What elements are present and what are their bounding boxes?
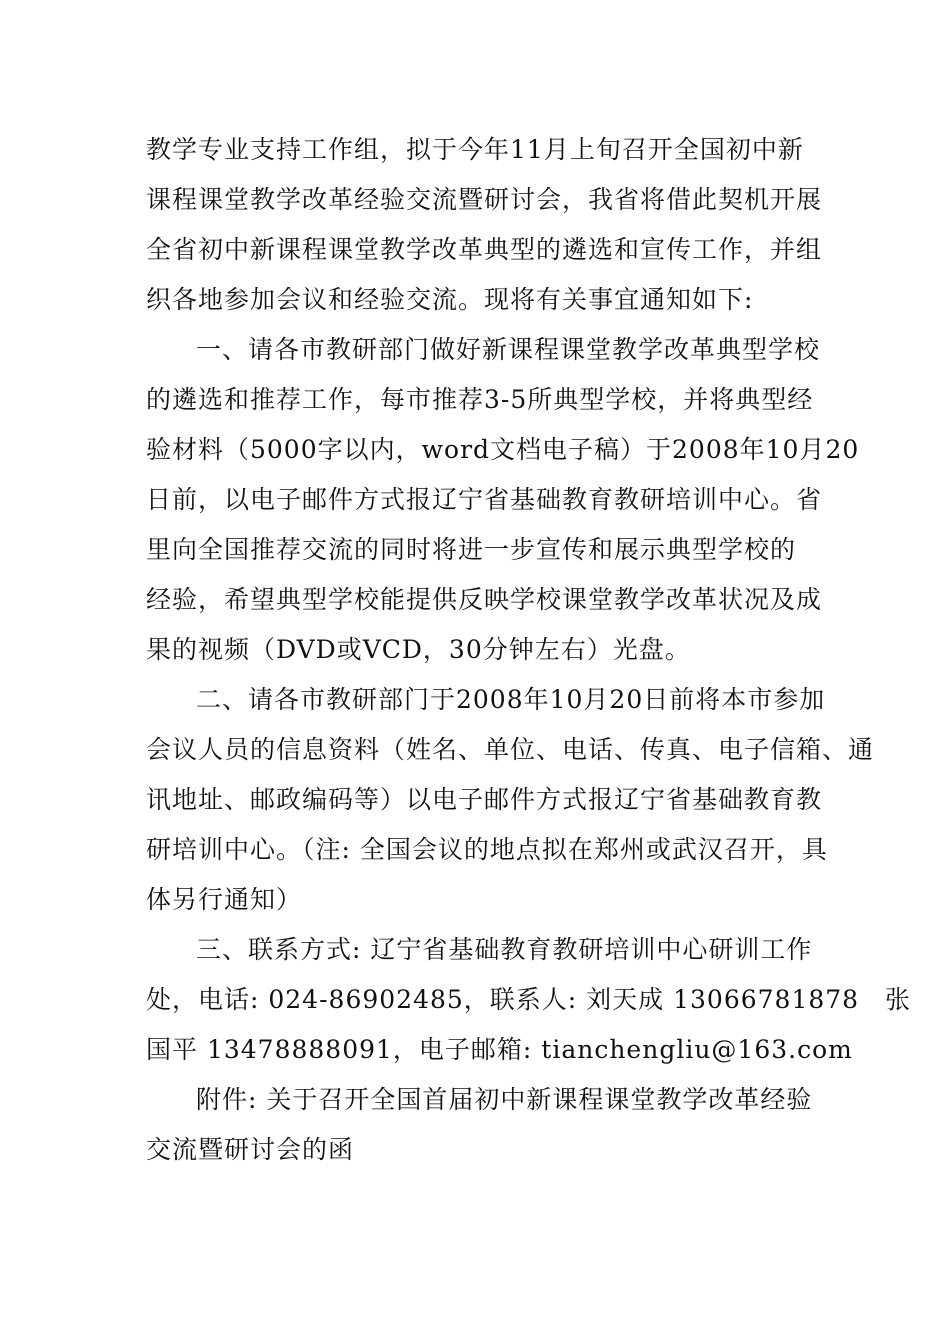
body-line: 讯地址、邮政编码等）以电子邮件方式报辽宁省基础教育教 <box>146 785 823 814</box>
body-line: 日前，以电子邮件方式报辽宁省基础教育教研培训中心。省 <box>146 485 823 514</box>
attachment-line: 交流暨研讨会的函 <box>146 1135 355 1164</box>
contact-email-line: 国平 13478888091，电子邮箱: tianchengliu@163.com <box>146 1035 853 1064</box>
attachment-line: 附件: 关于召开全国首届初中新课程课堂教学改革经验 <box>196 1085 813 1114</box>
body-line: 果的视频（DVD或VCD，30分钟左右）光盘。 <box>146 635 691 664</box>
section-two-line: 二、请各市教研部门于2008年10月20日前将本市参加 <box>196 685 826 714</box>
body-line: 全省初中新课程课堂教学改革典型的遴选和宣传工作，并组 <box>146 235 823 264</box>
body-line: 教学专业支持工作组，拟于今年11月上旬召开全国初中新 <box>146 135 804 164</box>
document-body <box>146 125 912 1175</box>
body-line: 课程课堂教学改革经验交流暨研讨会，我省将借此契机开展 <box>146 185 823 214</box>
body-line: 的遴选和推荐工作，每市推荐3-5所典型学校，并将典型经 <box>146 385 814 414</box>
body-line: 研培训中心。（注: 全国会议的地点拟在郑州或武汉召开，具 <box>146 835 828 864</box>
section-one-line: 一、请各市教研部门做好新课程课堂教学改革典型学校 <box>196 335 821 364</box>
body-line: 体另行通知） <box>146 885 303 914</box>
body-line: 会议人员的信息资料（姓名、单位、电话、传真、电子信箱、通 <box>146 735 875 764</box>
body-line: 验材料（5000字以内，word文档电子稿）于2008年10月20 <box>146 435 860 464</box>
section-three-line: 三、联系方式: 辽宁省基础教育教研培训中心研训工作 <box>196 935 813 964</box>
body-line: 里向全国推荐交流的同时将进一步宣传和展示典型学校的 <box>146 535 797 564</box>
body-line: 织各地参加会议和经验交流。现将有关事宜通知如下: <box>146 285 754 314</box>
body-line: 经验，希望典型学校能提供反映学校课堂教学改革状况及成 <box>146 585 823 614</box>
contact-line: 处，电话: 024-86902485，联系人: 刘天成 13066781878 张 <box>146 985 912 1014</box>
